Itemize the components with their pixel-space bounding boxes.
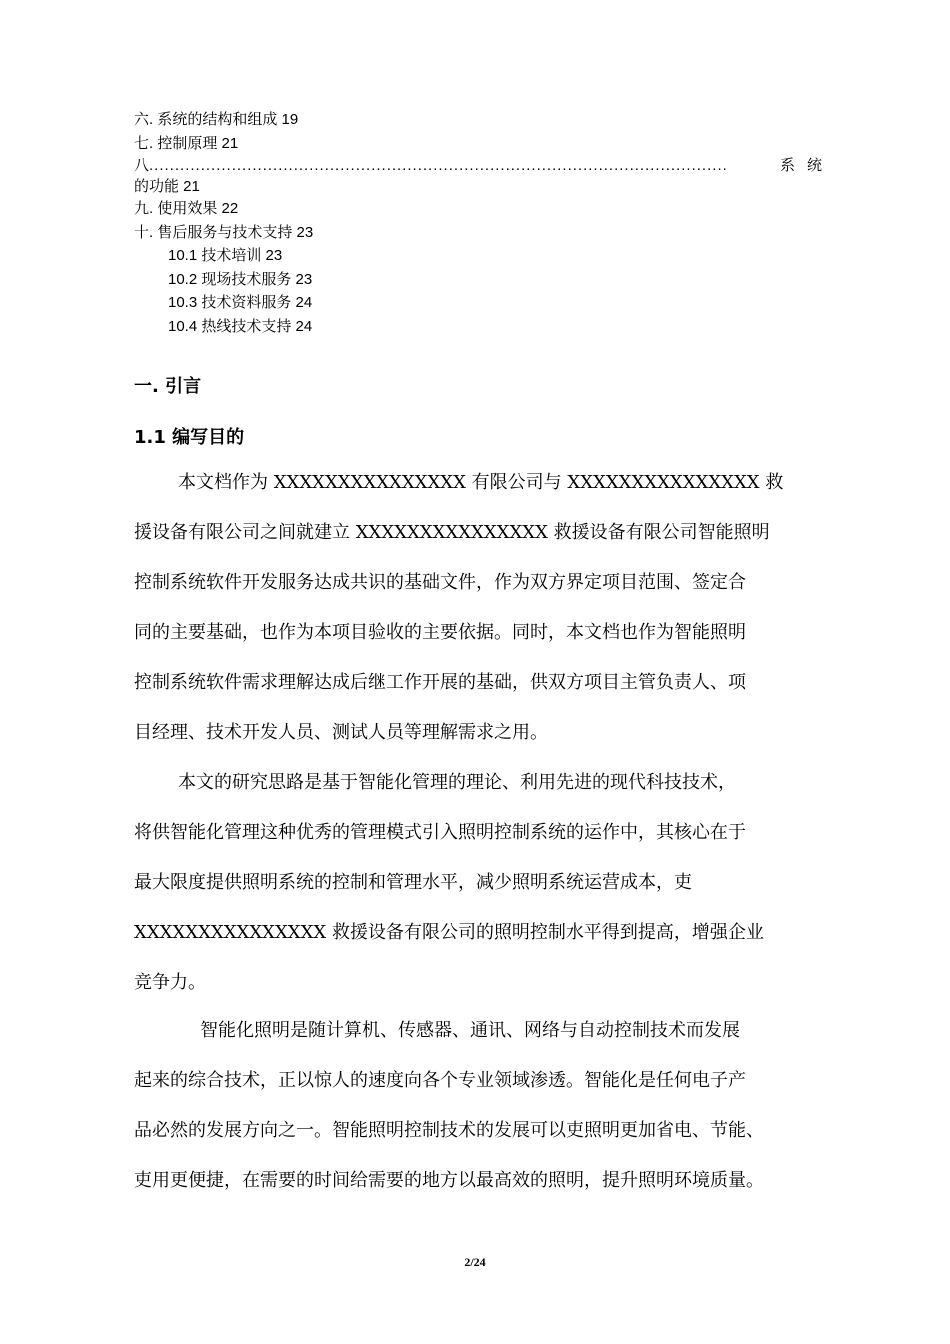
toc-subitem[interactable]: 10.3 技术资料服务 24 (168, 294, 313, 311)
paragraph-line: 控制系统软件开发服务达成共识的基础文件，作为双方界定项目范围、签定合 (134, 572, 746, 593)
table-of-contents (134, 108, 834, 338)
paragraph-line: XXXXXXXXXXXXXXX 救援设备有限公司的照明控制水平得到提高，增强企业 (134, 922, 764, 943)
paragraph-line: 品必然的发展方向之一。智能照明控制技术的发展可以吏照明更加省电、节能、 (134, 1120, 764, 1141)
paragraph-line: 本文档作为 XXXXXXXXXXXXXXX 有限公司与 XXXXXXXXXXXXXXX 救 (178, 472, 784, 493)
paragraph-line: 援设备有限公司之间就建立 XXXXXXXXXXXXXXX 救援设备有限公司智能照明 (134, 522, 770, 543)
toc-item[interactable]: 九. 使用效果 22 (134, 200, 239, 217)
page-number: 2/24 (464, 1255, 486, 1269)
paragraph-research-approach (134, 768, 834, 1018)
paragraph-line: 智能化照明是随计算机、传感器、通讯、网络与自动控制技术而发展 (200, 1020, 740, 1041)
toc-item-eight-title-start: 系统 (779, 157, 834, 174)
paragraph-line: 最大限度提供照明系统的控制和管理水平，减少照明系统运营成本，吏 (134, 872, 692, 893)
toc-item[interactable]: 六. 系统的结构和组成 19 (134, 111, 299, 128)
toc-item-eight-wrap[interactable]: 的功能 21 (134, 178, 200, 195)
toc-item-eight[interactable] (134, 155, 834, 176)
paragraph-purpose (134, 468, 834, 768)
paragraph-line: 控制系统软件需求理解达成后继工作开展的基础，供双方项目主管负责人、项 (134, 672, 746, 693)
paragraph-line: 吏用更便捷，在需要的时间给需要的地方以最高效的照明，提升照明环境质量。 (134, 1170, 764, 1191)
toc-leader-dots: ................................................................................................................ (149, 157, 728, 174)
paragraph-line: 本文的研究思路是基于智能化管理的理论、利用先进的现代科技技术， (178, 772, 736, 793)
toc-subitem[interactable]: 10.4 热线技术支持 24 (168, 317, 313, 335)
paragraph-line: 竞争力。 (134, 972, 206, 993)
paragraph-line: 同的主要基础，也作为本项目验收的主要依据。同时，本文档也作为智能照明 (134, 622, 746, 643)
toc-item-eight-number: 八 (134, 157, 150, 174)
section-heading: 一. 引言 (134, 376, 202, 397)
toc-subitem[interactable]: 10.1 技术培训 23 (168, 247, 283, 264)
subsection-heading: 1.1 编写目的 (134, 427, 245, 448)
toc-item[interactable]: 七. 控制原理 21 (134, 134, 239, 152)
paragraph-intelligent-lighting (134, 1016, 834, 1216)
paragraph-line: 将供智能化管理这种优秀的管理模式引入照明控制系统的运作中，其核心在于 (134, 822, 746, 843)
paragraph-line: 起来的综合技术，正以惊人的速度向各个专业领域渗透。智能化是任何电子产 (134, 1070, 746, 1091)
toc-subitem[interactable]: 10.2 现场技术服务 23 (168, 270, 313, 288)
paragraph-line: 目经理、技术开发人员、测试人员等理解需求之用。 (134, 722, 548, 743)
toc-item[interactable]: 十. 售后服务与技术支持 23 (134, 223, 314, 241)
